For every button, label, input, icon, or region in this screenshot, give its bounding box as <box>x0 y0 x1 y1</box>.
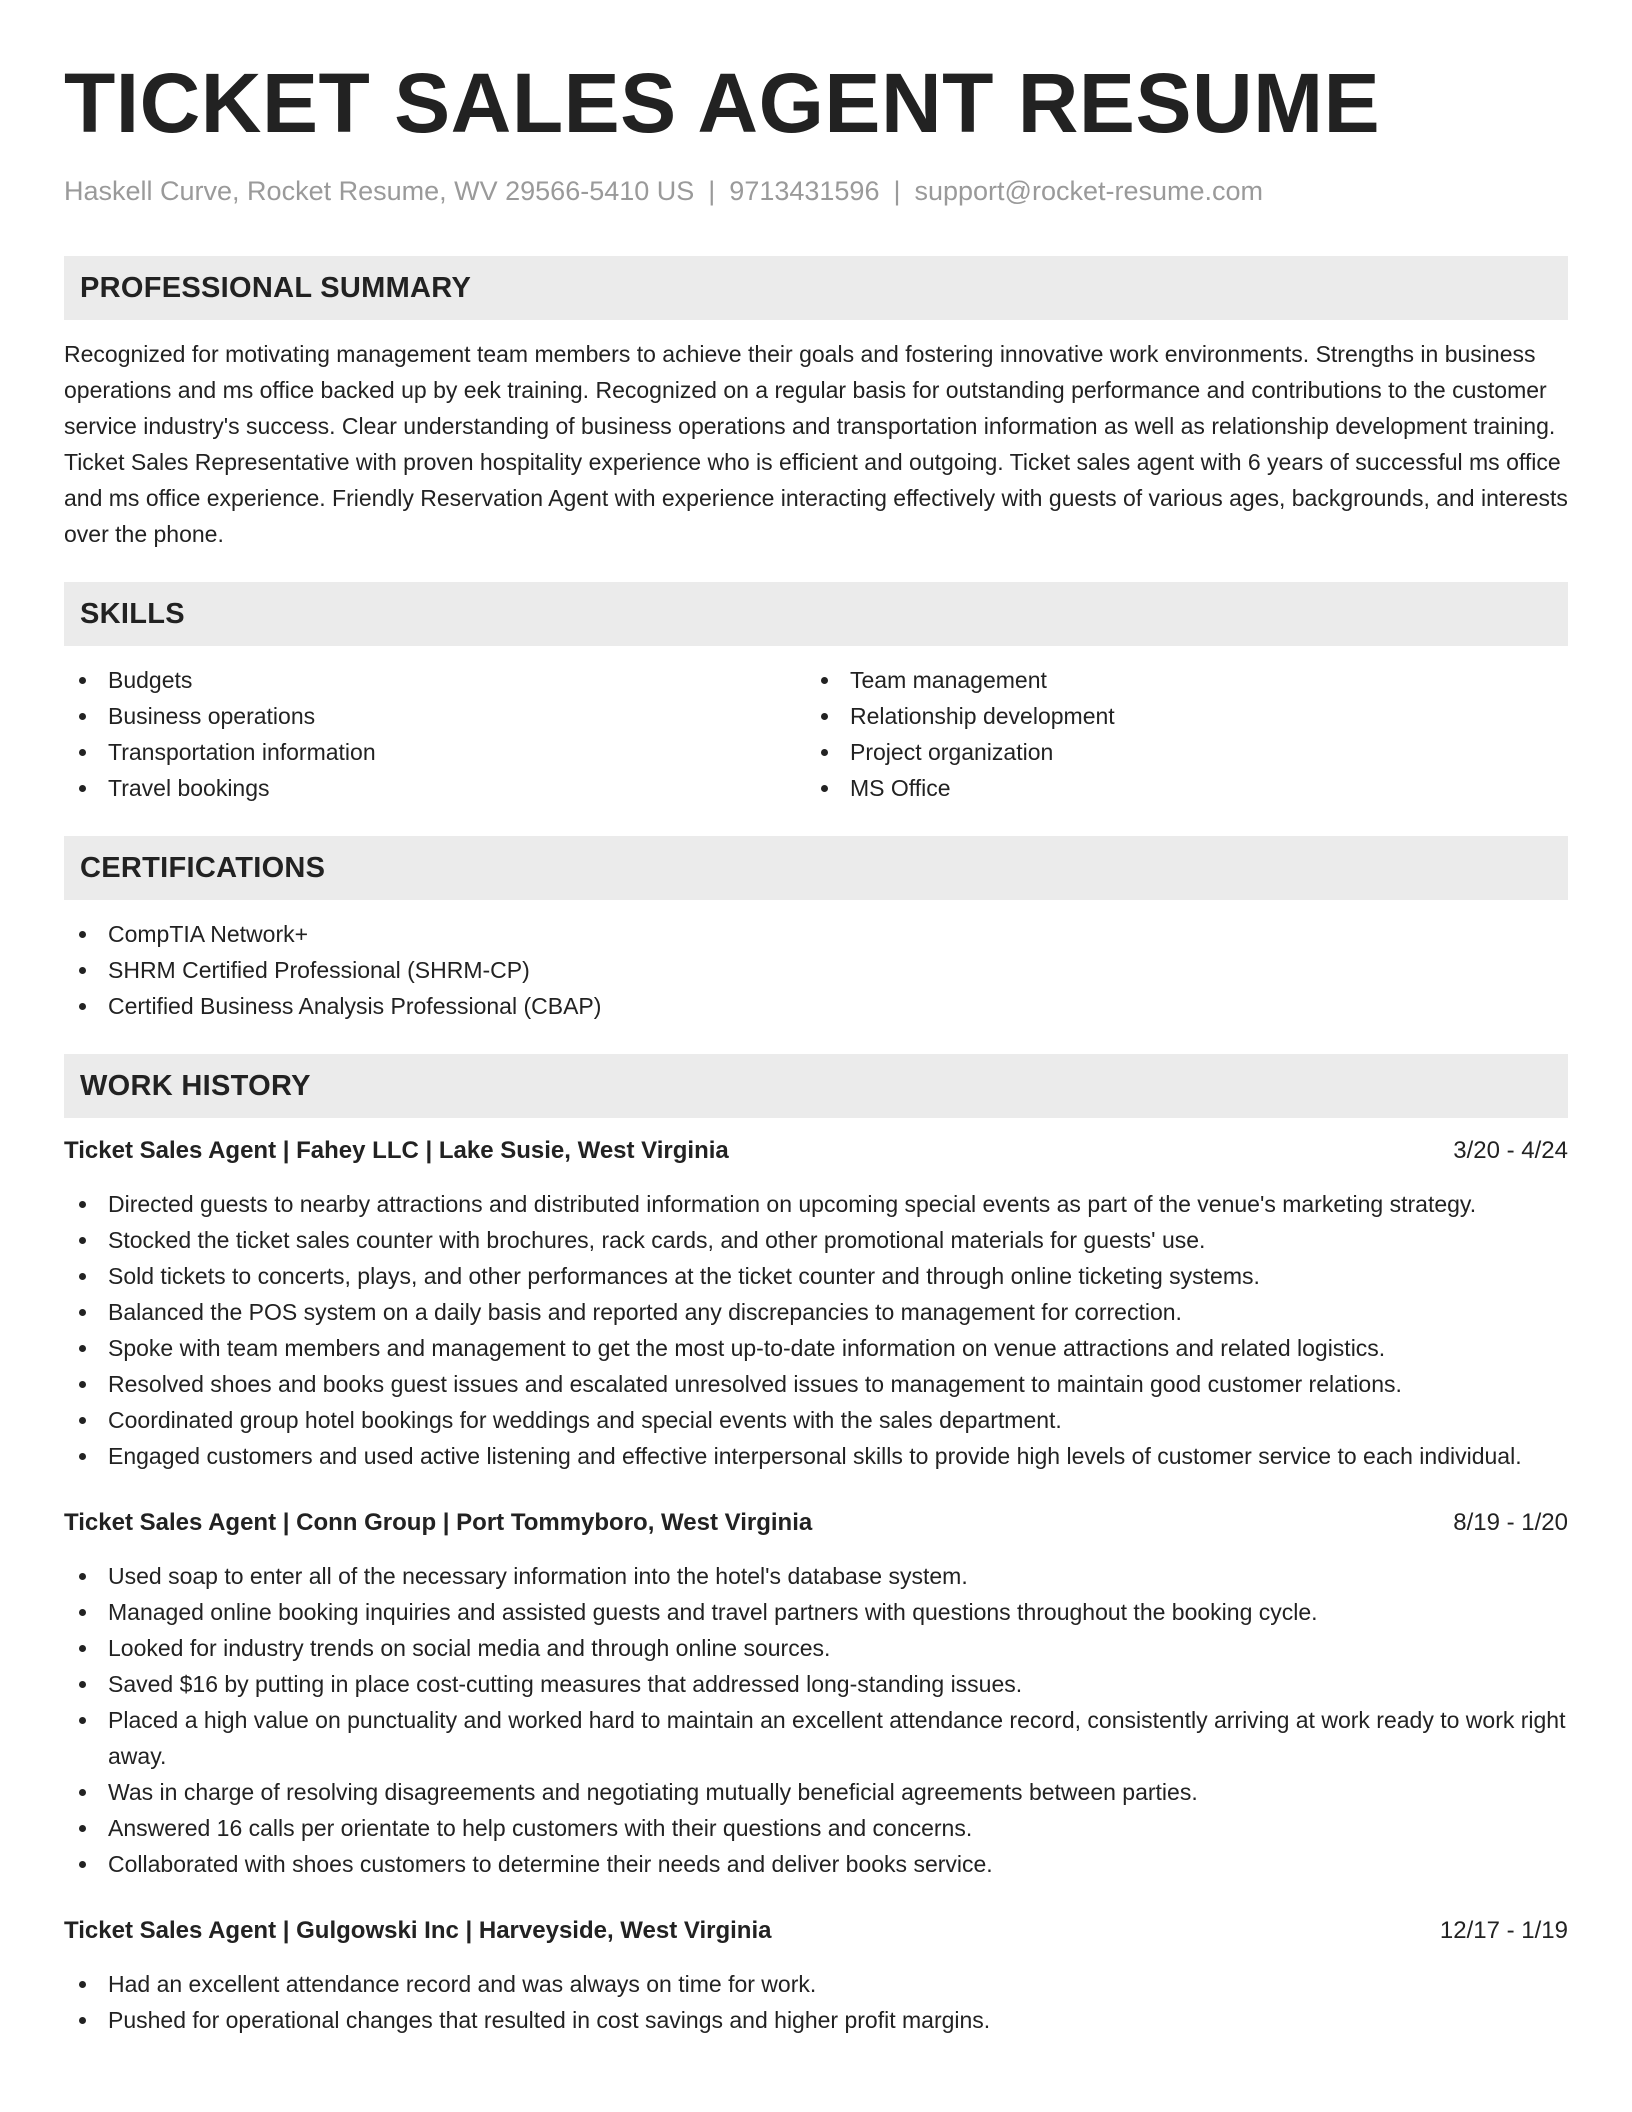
resume-page <box>64 0 1568 2038</box>
job-bullet: Was in charge of resolving disagreements and negotiating mutually beneficial agreements between parties. <box>64 1774 1568 1810</box>
job-bullet: Had an excellent attendance record and was always on time for work. <box>64 1966 1568 2002</box>
job-entry <box>64 1134 1568 1474</box>
section-header-certifications: CERTIFICATIONS <box>64 836 1568 900</box>
certification-item: CompTIA Network+ <box>64 916 1568 952</box>
job-bullet: Sold tickets to concerts, plays, and other performances at the ticket counter and through online ticketing systems. <box>64 1258 1568 1294</box>
job-title: Ticket Sales Agent | Conn Group | Port Tommyboro, West Virginia <box>64 1509 813 1536</box>
job-bullet: Resolved shoes and books guest issues and escalated unresolved issues to management to maintain good customer relations. <box>64 1366 1568 1402</box>
job-header <box>64 1506 1568 1540</box>
job-entry <box>64 1506 1568 1882</box>
skill-item: Business operations <box>64 698 806 734</box>
contact-line <box>64 174 1568 208</box>
job-bullet: Looked for industry trends on social media and through online sources. <box>64 1630 1568 1666</box>
job-title: Ticket Sales Agent | Gulgowski Inc | Harveyside, West Virginia <box>64 1917 772 1944</box>
certification-item: SHRM Certified Professional (SHRM-CP) <box>64 952 1568 988</box>
job-bullet: Spoke with team members and management to get the most up-to-date information on venue attractions and related logistics. <box>64 1330 1568 1366</box>
job-bullet: Saved $16 by putting in place cost-cutting measures that addressed long-standing issues. <box>64 1666 1568 1702</box>
contact-separator: | <box>708 176 716 206</box>
job-bullets <box>64 1966 1568 2038</box>
certification-item: Certified Business Analysis Professional (CBAP) <box>64 988 1568 1024</box>
skill-item: MS Office <box>806 770 1548 806</box>
job-bullet: Collaborated with shoes customers to determine their needs and deliver books service. <box>64 1846 1568 1882</box>
job-bullet: Answered 16 calls per orientate to help customers with their questions and concerns. <box>64 1810 1568 1846</box>
contact-email[interactable]: support@rocket-resume.com <box>914 176 1264 206</box>
job-header <box>64 1914 1568 1948</box>
job-bullet: Placed a high value on punctuality and worked hard to maintain an excellent attendance record, consistently arriving at work ready to work right away. <box>64 1702 1568 1774</box>
job-header <box>64 1134 1568 1168</box>
contact-address: Haskell Curve, Rocket Resume, WV 29566-5410 US <box>64 176 695 206</box>
job-title: Ticket Sales Agent | Fahey LLC | Lake Susie, West Virginia <box>64 1137 729 1164</box>
job-dates: 8/19 - 1/20 <box>1453 1509 1568 1536</box>
job-dates: 12/17 - 1/19 <box>1439 1917 1568 1944</box>
certifications-list <box>64 916 1568 1024</box>
job-bullet: Used soap to enter all of the necessary information into the hotel's database system. <box>64 1558 1568 1594</box>
job-bullet: Pushed for operational changes that resulted in cost savings and higher profit margins. <box>64 2002 1568 2038</box>
job-bullet: Engaged customers and used active listening and effective interpersonal skills to provide high levels of customer service to each individual. <box>64 1438 1568 1474</box>
skills-left-list <box>64 662 806 806</box>
contact-separator: | <box>893 176 901 206</box>
job-dates: 3/20 - 4/24 <box>1453 1137 1568 1164</box>
job-bullet: Stocked the ticket sales counter with brochures, rack cards, and other promotional materials for guests' use. <box>64 1222 1568 1258</box>
job-bullet: Coordinated group hotel bookings for weddings and special events with the sales department. <box>64 1402 1568 1438</box>
job-entry <box>64 1914 1568 2038</box>
job-bullets <box>64 1186 1568 1474</box>
contact-phone: 9713431596 <box>729 176 880 206</box>
skill-item: Travel bookings <box>64 770 806 806</box>
skill-item: Budgets <box>64 662 806 698</box>
job-bullets <box>64 1558 1568 1882</box>
section-header-work-history: WORK HISTORY <box>64 1054 1568 1118</box>
job-bullet: Managed online booking inquiries and assisted guests and travel partners with questions throughout the booking cycle. <box>64 1594 1568 1630</box>
job-bullet: Balanced the POS system on a daily basis and reported any discrepancies to management for correction. <box>64 1294 1568 1330</box>
section-header-summary: PROFESSIONAL SUMMARY <box>64 256 1568 320</box>
skill-item: Project organization <box>806 734 1548 770</box>
skills-right-list <box>806 662 1548 806</box>
section-header-skills: SKILLS <box>64 582 1568 646</box>
skill-item: Transportation information <box>64 734 806 770</box>
summary-text: Recognized for motivating management team members to achieve their goals and fostering innovative work environments. Strengths in business operations and ms office backed up by eek training. Recognized on a regular basis for outstanding performance and contributions to the customer service industry's success. Clear understanding of business operations and transportation information as well as relationship development training. Ticket Sales Representative with proven hospitality experience who is efficient and outgoing. Ticket sales agent with 6 years of successful ms office and ms office experience. Friendly Reservation Agent with experience interacting effectively with guests of various ages, backgrounds, and interests over the phone. <box>64 341 1568 547</box>
job-bullet: Directed guests to nearby attractions and distributed information on upcoming special events as part of the venue's marketing strategy. <box>64 1186 1568 1222</box>
skill-item: Relationship development <box>806 698 1548 734</box>
skill-item: Team management <box>806 662 1548 698</box>
skills-grid <box>64 662 1568 806</box>
resume-title: TICKET SALES AGENT RESUME <box>64 56 1381 150</box>
